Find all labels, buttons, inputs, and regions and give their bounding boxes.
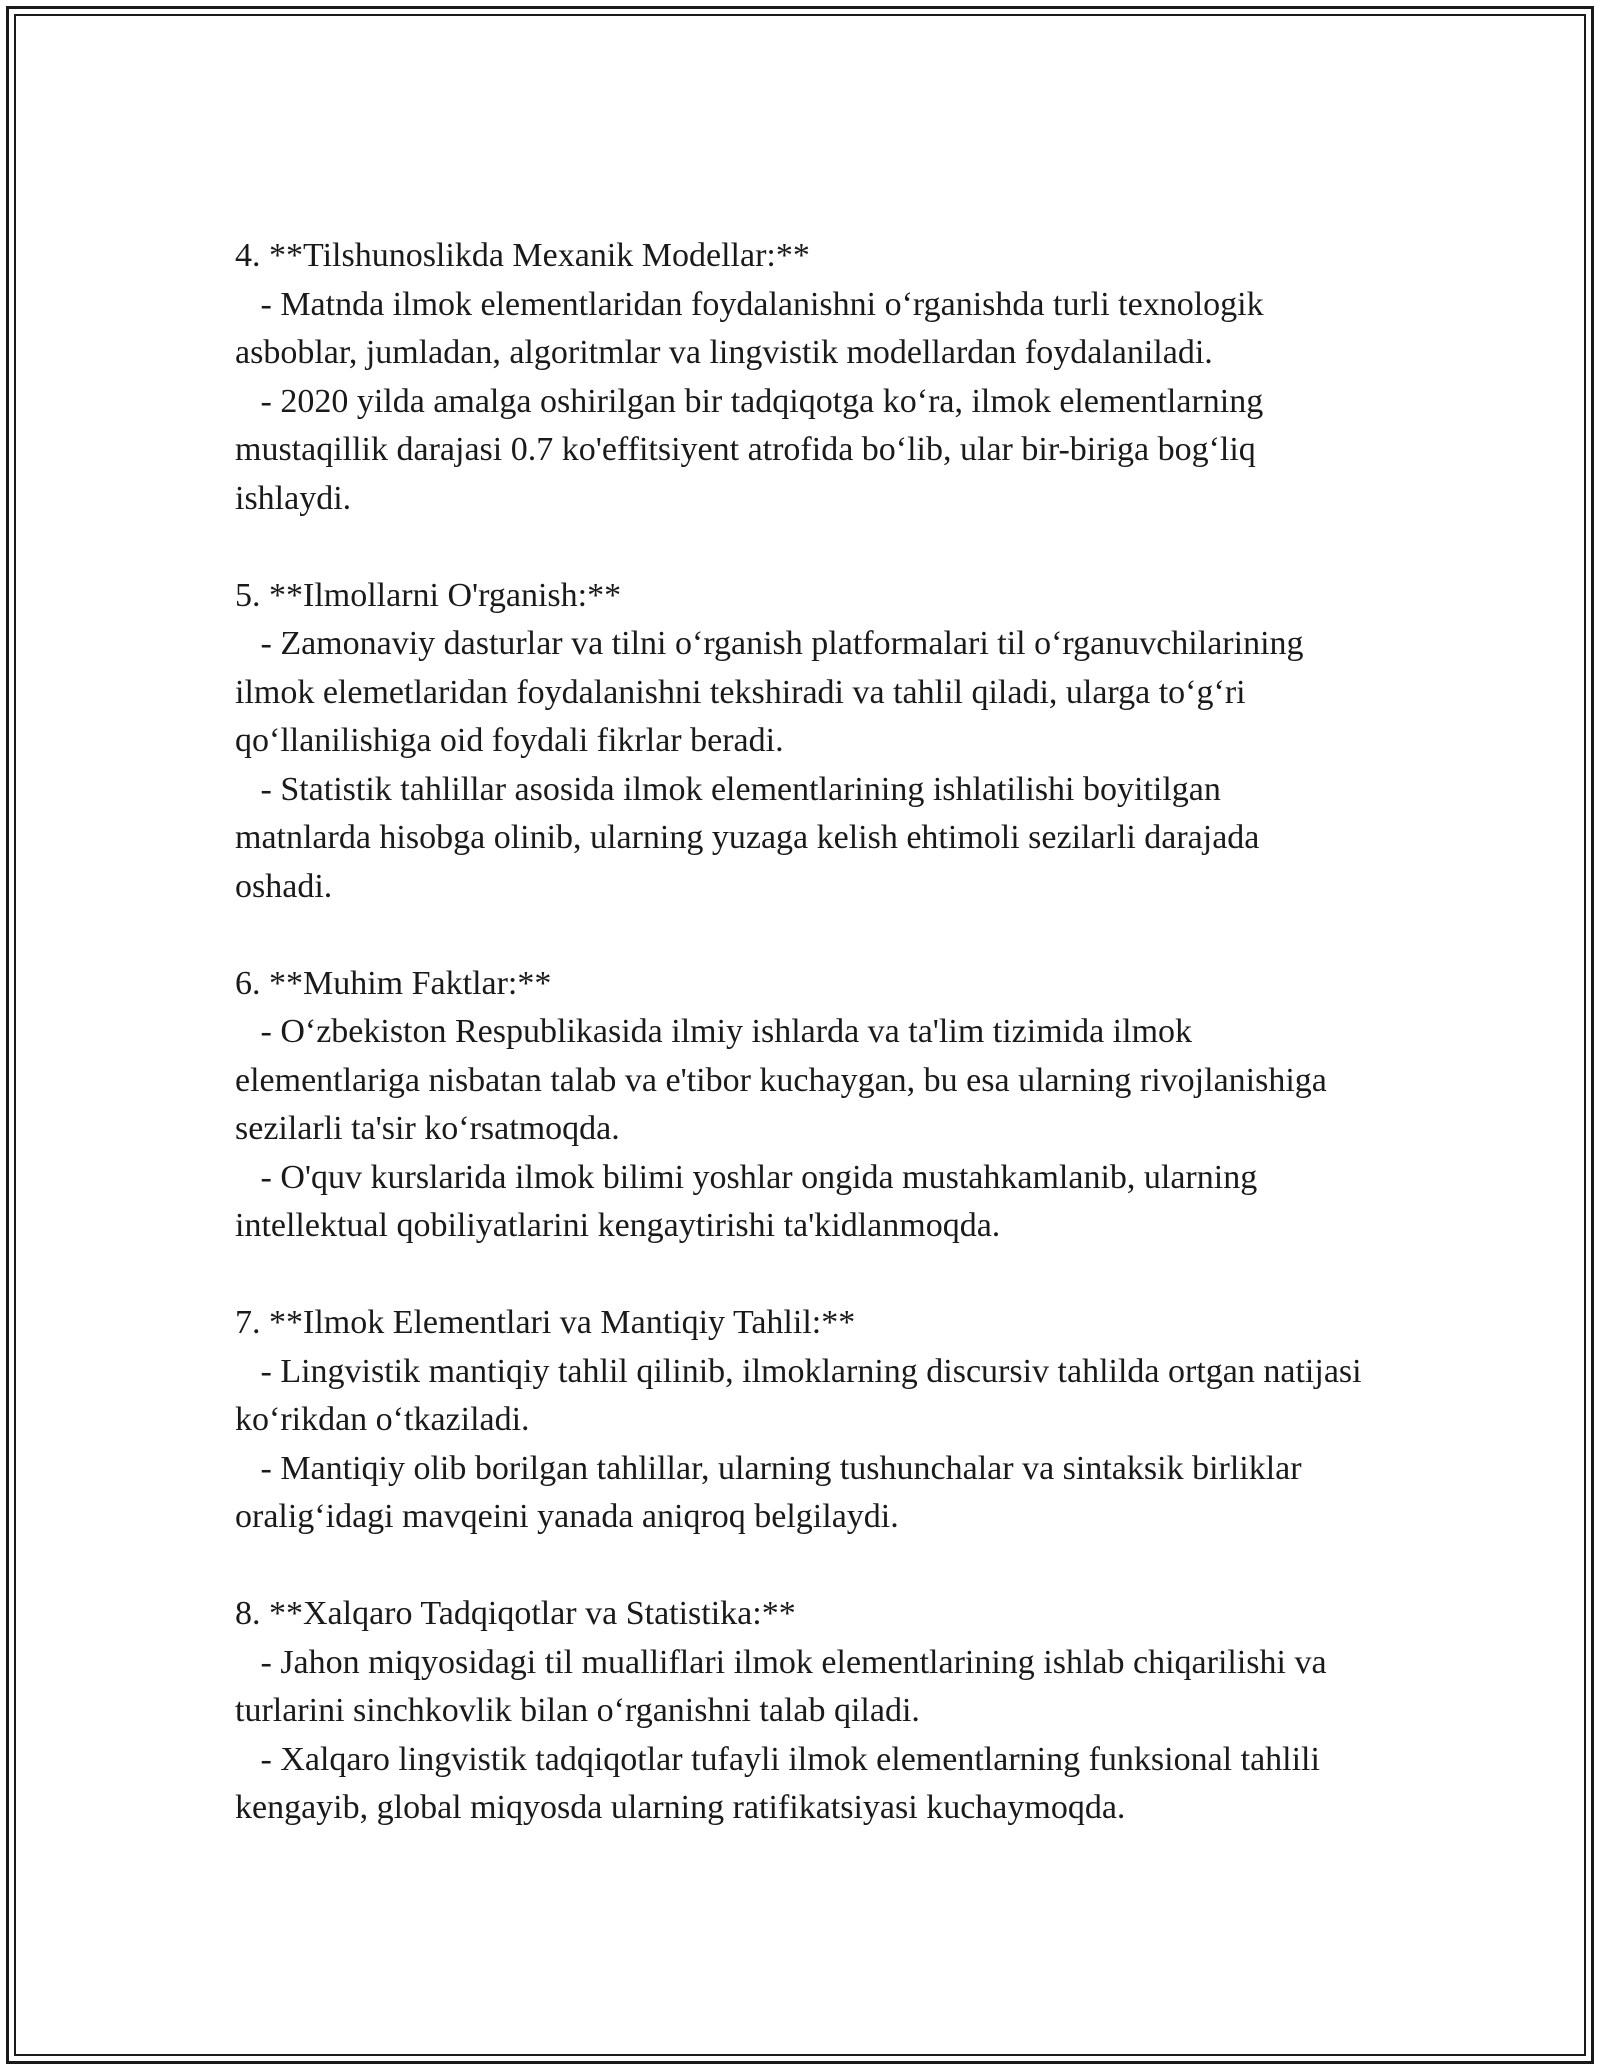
section-heading: 4. **Tilshunoslikda Mexanik Modellar:** [235,237,810,274]
section-4 [235,232,1365,523]
bullet-item: - Lingvistik mantiqiy tahlil qilinib, ilmoklarning discursiv tahlilda ortgan natijasi ko‘rikdan o‘tkaziladi. [235,1352,1371,1438]
bullet-item: - Jahon miqyosidagi til mualliflari ilmok elementlarining ishlab chiqarilishi va turlarini sinchkovlik bilan o‘rganishni talab qiladi. [235,1643,1336,1729]
bullet-item: - O'quv kurslarida ilmok bilimi yoshlar ongida mustahkamlanib, ularning intellektual qobiliyatlarini kengaytirishi ta'kidlanmoqda. [235,1158,1266,1244]
section-5 [235,572,1365,912]
bullet-item: - Matnda ilmok elementlaridan foydalanishni o‘rganishda turli texnologik asboblar, jumladan, algoritmlar va lingvistik modellardan foydalaniladi. [235,285,1273,371]
bullet-item: - Xalqaro lingvistik tadqiqotlar tufayli ilmok elementlarning funksional tahlili kengayib, global miqyosda ularning ratifikatsiyasi kuchaymoqda. [235,1740,1329,1826]
bullet-item: - O‘zbekiston Respublikasida ilmiy ishlarda va ta'lim tizimida ilmok elementlariga nisbatan talab va e'tibor kuchaygan, bu esa ularning rivojlanishiga sezilarli ta'sir ko‘rsatmoqda. [235,1013,1336,1147]
bullet-item: - Statistik tahlillar asosida ilmok elementlarining ishlatilishi boyitilgan matnlarda hisobga olinib, ularning yuzaga kelish ehtimoli sezilarli darajada oshadi. [235,770,1268,905]
document-body [235,232,1371,1833]
section-8 [235,1590,1365,1833]
section-heading: 5. **Ilmollarni O'rganish:** [235,576,622,614]
section-heading: 7. **Ilmok Elementlari va Mantiqiy Tahlil:** [235,1304,856,1341]
bullet-item: - Mantiqiy olib borilgan tahlillar, ularning tushunchalar va sintaksik birliklar oralig‘idagi mavqeini yanada aniqroq belgilaydi. [235,1449,1311,1535]
bullet-item: - Zamonaviy dasturlar va tilni o‘rganish platformalari til o‘rganuvchilarining ilmok elemetlaridan foydalanishni tekshiradi va tahlil qiladi, ularga to‘g‘ri qo‘llanilishiga oid foydali fikrlar beradi. [235,625,1313,759]
section-7 [235,1299,1371,1542]
bullet-item: - 2020 yilda amalga oshirilgan bir tadqiqotga ko‘ra, ilmok elementlarning mustaqillik darajasi 0.7 ko'effitsiyent atrofida bo‘lib, ular bir-biriga bog‘liq ishlaydi. [235,382,1272,517]
section-heading: 8. **Xalqaro Tadqiqotlar va Statistika:** [235,1595,796,1632]
section-6 [235,960,1365,1251]
section-heading: 6. **Muhim Faktlar:** [235,964,552,1002]
